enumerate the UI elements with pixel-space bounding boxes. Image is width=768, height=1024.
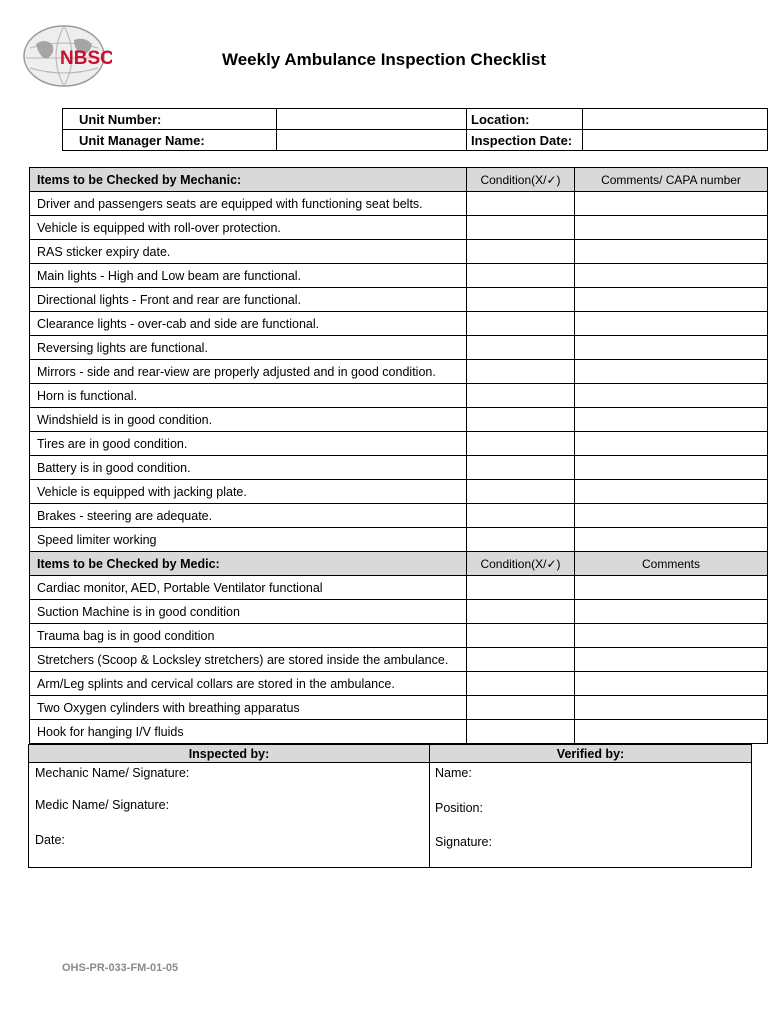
condition-cell[interactable] (467, 312, 575, 336)
inspection-date-label: Inspection Date: (467, 130, 583, 151)
condition-cell[interactable] (467, 720, 575, 744)
mechanic-checklist-row (30, 408, 768, 432)
checklist-item-label: Vehicle is equipped with roll-over protection. (30, 216, 467, 240)
mechanic-checklist-row (30, 384, 768, 408)
checklist-item-label: Driver and passengers seats are equipped with functioning seat belts. (30, 192, 467, 216)
checklist-item-label: Battery is in good condition. (30, 456, 467, 480)
medic-checklist-row (30, 624, 768, 648)
condition-cell[interactable] (467, 504, 575, 528)
condition-cell[interactable] (467, 240, 575, 264)
mechanic-checklist-row (30, 264, 768, 288)
comments-cell[interactable] (575, 624, 768, 648)
medic-checklist-row (30, 576, 768, 600)
position-label: Position: (435, 801, 483, 815)
page-title: Weekly Ambulance Inspection Checklist (221, 50, 547, 69)
condition-cell[interactable] (467, 624, 575, 648)
mechanic-checklist-row (30, 288, 768, 312)
condition-cell[interactable] (467, 456, 575, 480)
mechanic-header-row (30, 168, 768, 192)
checklist-item-label: RAS sticker expiry date. (30, 240, 467, 264)
checklist-item-label: Clearance lights - over-cab and side are functional. (30, 312, 467, 336)
mechanic-condition-header: Condition(X/✓) (467, 168, 575, 192)
mechanic-checklist-row (30, 432, 768, 456)
mechanic-checklist-row (30, 480, 768, 504)
comments-cell[interactable] (575, 600, 768, 624)
name-label: Name: (435, 766, 472, 780)
checklist-item-label: Speed limiter working (30, 528, 467, 552)
comments-cell[interactable] (575, 432, 768, 456)
medic-checklist-row (30, 648, 768, 672)
comments-cell[interactable] (575, 384, 768, 408)
checklist-item-label: Trauma bag is in good condition (30, 624, 467, 648)
medic-comments-header: Comments (575, 552, 768, 576)
location-field[interactable] (583, 109, 768, 130)
checklist-item-label: Suction Machine is in good condition (30, 600, 467, 624)
condition-cell[interactable] (467, 216, 575, 240)
checklist-item-label: Mirrors - side and rear-view are properly adjusted and in good condition. (30, 360, 467, 384)
comments-cell[interactable] (575, 360, 768, 384)
checklist-item-label: Hook for hanging I/V fluids (30, 720, 467, 744)
unit-info-table (62, 108, 768, 151)
condition-cell[interactable] (467, 360, 575, 384)
mechanic-checklist-row (30, 504, 768, 528)
mechanic-comments-header: Comments/ CAPA number (575, 168, 768, 192)
medic-checklist-row (30, 672, 768, 696)
comments-cell[interactable] (575, 192, 768, 216)
condition-cell[interactable] (467, 576, 575, 600)
comments-cell[interactable] (575, 264, 768, 288)
mechanic-checklist-row (30, 336, 768, 360)
checklist-item-label: Arm/Leg splints and cervical collars are stored in the ambulance. (30, 672, 467, 696)
condition-cell[interactable] (467, 384, 575, 408)
verified-by-header: Verified by: (430, 745, 752, 763)
checklist-item-label: Directional lights - Front and rear are functional. (30, 288, 467, 312)
checklist-item-label: Tires are in good condition. (30, 432, 467, 456)
mechanic-checklist-row (30, 528, 768, 552)
medic-header-row (30, 552, 768, 576)
form-code: OHS-PR-033-FM-01-05 (62, 962, 179, 974)
mechanic-checklist-row (30, 456, 768, 480)
checklist-table (29, 167, 768, 744)
mechanic-checklist-row (30, 360, 768, 384)
checklist-item-label: Reversing lights are functional. (30, 336, 467, 360)
condition-cell[interactable] (467, 696, 575, 720)
comments-cell[interactable] (575, 576, 768, 600)
comments-cell[interactable] (575, 480, 768, 504)
medic-section-title: Items to be Checked by Medic: (30, 552, 467, 576)
medic-condition-header: Condition(X/✓) (467, 552, 575, 576)
comments-cell[interactable] (575, 408, 768, 432)
mechanic-checklist-row (30, 192, 768, 216)
checklist-item-label: Cardiac monitor, AED, Portable Ventilator functional (30, 576, 467, 600)
mechanic-checklist-row (30, 240, 768, 264)
date-label: Date: (35, 833, 65, 847)
comments-cell[interactable] (575, 336, 768, 360)
condition-cell[interactable] (467, 336, 575, 360)
condition-cell[interactable] (467, 288, 575, 312)
logo-text: NBSC (60, 48, 112, 69)
comments-cell[interactable] (575, 648, 768, 672)
mechanic-checklist-row (30, 312, 768, 336)
condition-cell[interactable] (467, 648, 575, 672)
condition-cell[interactable] (467, 528, 575, 552)
comments-cell[interactable] (575, 312, 768, 336)
condition-cell[interactable] (467, 600, 575, 624)
medic-checklist-row (30, 696, 768, 720)
signoff-table (28, 744, 752, 868)
comments-cell[interactable] (575, 504, 768, 528)
checklist-item-label: Stretchers (Scoop & Locksley stretchers) are stored inside the ambulance. (30, 648, 467, 672)
checklist-item-label: Horn is functional. (30, 384, 467, 408)
condition-cell[interactable] (467, 480, 575, 504)
comments-cell[interactable] (575, 696, 768, 720)
medic-name-signature-label: Medic Name/ Signature: (35, 798, 170, 812)
unit-manager-field[interactable] (277, 130, 467, 151)
mechanic-section-title: Items to be Checked by Mechanic: (30, 168, 467, 192)
comments-cell[interactable] (575, 528, 768, 552)
unit-manager-label: Unit Manager Name: (63, 130, 277, 151)
checklist-item-label: Windshield is in good condition. (30, 408, 467, 432)
comments-cell[interactable] (575, 288, 768, 312)
condition-cell[interactable] (467, 264, 575, 288)
comments-cell[interactable] (575, 216, 768, 240)
verified-by-section (430, 763, 752, 868)
condition-cell[interactable] (467, 192, 575, 216)
comments-cell[interactable] (575, 720, 768, 744)
checklist-item-label: Brakes - steering are adequate. (30, 504, 467, 528)
unit-number-field[interactable] (277, 109, 467, 130)
inspected-by-header: Inspected by: (29, 745, 430, 763)
mechanic-checklist-row (30, 216, 768, 240)
inspected-by-section (29, 763, 430, 868)
comments-cell[interactable] (575, 240, 768, 264)
checklist-item-label: Two Oxygen cylinders with breathing apparatus (30, 696, 467, 720)
condition-cell[interactable] (467, 408, 575, 432)
condition-cell[interactable] (467, 672, 575, 696)
checklist-item-label: Vehicle is equipped with jacking plate. (30, 480, 467, 504)
mechanic-name-signature-label: Mechanic Name/ Signature: (35, 766, 190, 780)
condition-cell[interactable] (467, 432, 575, 456)
signature-label: Signature: (435, 835, 492, 849)
checklist-item-label: Main lights - High and Low beam are functional. (30, 264, 467, 288)
comments-cell[interactable] (575, 456, 768, 480)
inspection-date-field[interactable] (583, 130, 768, 151)
medic-checklist-row (30, 600, 768, 624)
location-label: Location: (467, 109, 583, 130)
medic-checklist-row (30, 720, 768, 744)
unit-number-label: Unit Number: (63, 109, 277, 130)
comments-cell[interactable] (575, 672, 768, 696)
